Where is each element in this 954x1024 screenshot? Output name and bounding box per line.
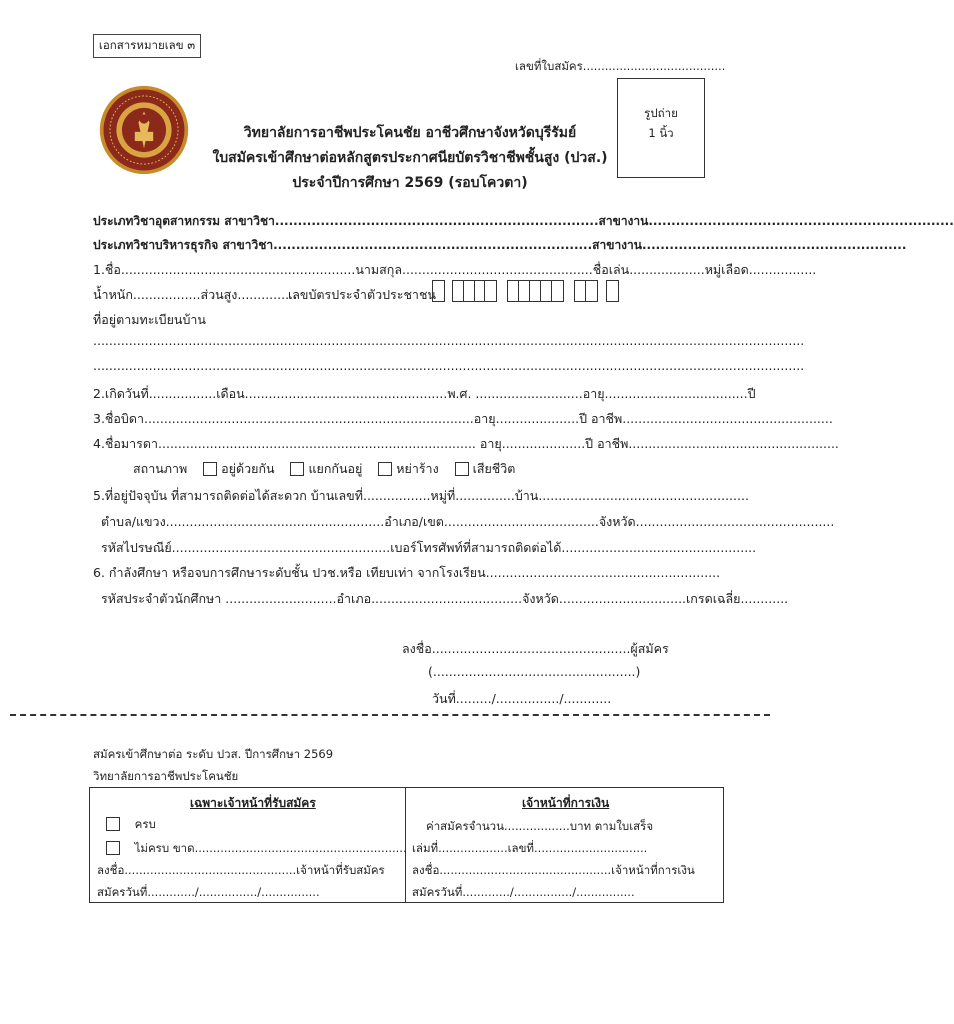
status-checkbox-deceased[interactable] [455, 462, 469, 476]
cut-line [10, 714, 770, 716]
incomplete-field[interactable]: ไม่ครบ ขาด.......................................................... [134, 841, 407, 855]
status-together: อยู่ด้วยกัน [221, 461, 275, 476]
parent-status-row [133, 459, 515, 479]
complete-row [106, 816, 156, 834]
current-address-field[interactable]: 5.ที่อยู่ปัจจุบัน ที่สามารถติดต่อได้สะดวก บ้านเลขที่.................หมู่ที่...............บ้าน..................................................... [93, 488, 749, 503]
student-id-field[interactable]: รหัสประจำตัวนักศึกษา ............................อำเภอ......................................จังหวัด................................เกรดเฉลี่ย............ [101, 591, 789, 606]
status-divorced: หย่าร้าง [396, 461, 439, 476]
document-number-box [93, 34, 201, 58]
id-box-2[interactable] [452, 280, 497, 302]
registered-address-label: ที่อยู่ตามทะเบียนบ้าน [93, 312, 206, 327]
postal-phone-field[interactable]: รหัสไปรษณีย์.......................................................เบอร์โทรศัพท์ที่สามารถติดต่อได้................................................. [101, 540, 757, 555]
mother-field[interactable]: 4.ชื่อมารดา................................................................................ อายุ.....................ปี อาชีพ..................................................... [93, 436, 839, 451]
industry-field[interactable]: ประเภทวิชาอุตสาหกรรม สาขาวิชา.......................................................................สาขางาน................................................................... [93, 214, 954, 228]
application-number-field[interactable]: เลขที่ใบสมัคร....................................... [515, 59, 726, 73]
applicant-signature-field[interactable]: ลงชื่อ..................................................ผู้สมัคร [402, 641, 669, 656]
registrar-header: เฉพาะเจ้าหน้าที่รับสมัคร [190, 796, 316, 810]
applicant-name-field[interactable]: (...................................................) [428, 664, 641, 679]
incomplete-row [106, 840, 407, 858]
name-field[interactable]: 1.ชื่อ...........................................................นามสกุล................................................ชื่อเล่น...................หมู่เลือด................. [93, 262, 817, 277]
photo-label: รูปถ่าย [644, 106, 678, 120]
photo-size: 1 นิ้ว [648, 126, 674, 140]
id-box-1[interactable] [432, 280, 445, 302]
status-separated: แยกกันอยู่ [308, 461, 363, 476]
id-card-label: เลขบัตรประจำตัวประชาชน [288, 287, 436, 302]
id-box-3[interactable] [507, 280, 564, 302]
document-number: เอกสารหมายเลข ๓ [98, 38, 196, 52]
status-deceased: เสียชีวิต [472, 461, 516, 476]
status-checkbox-divorced[interactable] [378, 462, 392, 476]
finance-header: เจ้าหน้าที่การเงิน [522, 796, 610, 810]
business-field[interactable]: ประเภทวิชาบริหารธุรกิจ สาขาวิชา......................................................................สาขางาน.......................................................... [93, 238, 907, 252]
incomplete-checkbox[interactable] [106, 841, 120, 855]
title-form: ใบสมัครเข้าศึกษาต่อหลักสูตรประกาศนียบัตรวิชาชีพชั้นสูง (ปวส.) [212, 150, 608, 166]
applicant-date-field[interactable]: วันที่........./................/............ [432, 691, 612, 706]
footer-line-2: วิทยาลัยการอาชีพประโคนชัย [93, 769, 239, 783]
office-use-table [89, 787, 724, 903]
fee-field[interactable]: ค่าสมัครจำนวน..................บาท ตามใบเสร็จ [426, 819, 654, 833]
weight-height-field[interactable]: น้ำหนัก.................ส่วนสูง............... [93, 287, 297, 302]
footer-line-1: สมัครเข้าศึกษาต่อ ระดับ ปวส. ปีการศึกษา 2569 [93, 747, 334, 761]
finance-signature-field[interactable]: ลงชื่อ...............................................เจ้าหน้าที่การเงิน [412, 863, 695, 877]
registrar-signature-field[interactable]: ลงชื่อ...............................................เจ้าหน้าที่รับสมัคร [97, 863, 385, 877]
complete-label: ครบ [134, 817, 156, 831]
birth-field[interactable]: 2.เกิดวันที่.................เดือน...................................................พ.ศ. ...........................อายุ....................................ปี [93, 386, 756, 401]
id-box-5[interactable] [606, 280, 619, 302]
finance-date-field[interactable]: สมัครวันที่............./................/................ [412, 885, 635, 899]
subdistrict-field[interactable]: ตำบล/แขวง.......................................................อำเภอ/เขต.......................................จังหวัด.................................................. [101, 514, 835, 529]
receipt-book-field[interactable]: เล่มที่...................เลขที่............................... [412, 841, 648, 855]
complete-checkbox[interactable] [106, 817, 120, 831]
registrar-date-field[interactable]: สมัครวันที่............./................/................ [97, 885, 320, 899]
status-checkbox-separated[interactable] [290, 462, 304, 476]
id-box-4[interactable] [574, 280, 598, 302]
education-field[interactable]: 6. กำลังศึกษา หรือจบการศึกษาระดับชั้น ปวช.หรือ เทียบเท่า จากโรงเรียน........................................................... [93, 565, 721, 580]
address-line-1[interactable]: ................................................................................................................................................................................... [93, 333, 805, 348]
title-year: ประจำปีการศึกษา 2569 (รอบโควตา) [292, 175, 528, 191]
address-line-2[interactable]: ................................................................................................................................................................................... [93, 358, 805, 373]
status-label: สถานภาพ [133, 461, 188, 476]
father-field[interactable]: 3.ชื่อบิดา...................................................................................อายุ.....................ปี อาชีพ..................................................... [93, 411, 833, 426]
college-seal-logo [98, 84, 190, 176]
photo-box [617, 78, 705, 178]
status-checkbox-together[interactable] [203, 462, 217, 476]
title-college: วิทยาลัยการอาชีพประโคนชัย อาชีวศึกษาจังหวัดบุรีรัมย์ [243, 125, 577, 141]
